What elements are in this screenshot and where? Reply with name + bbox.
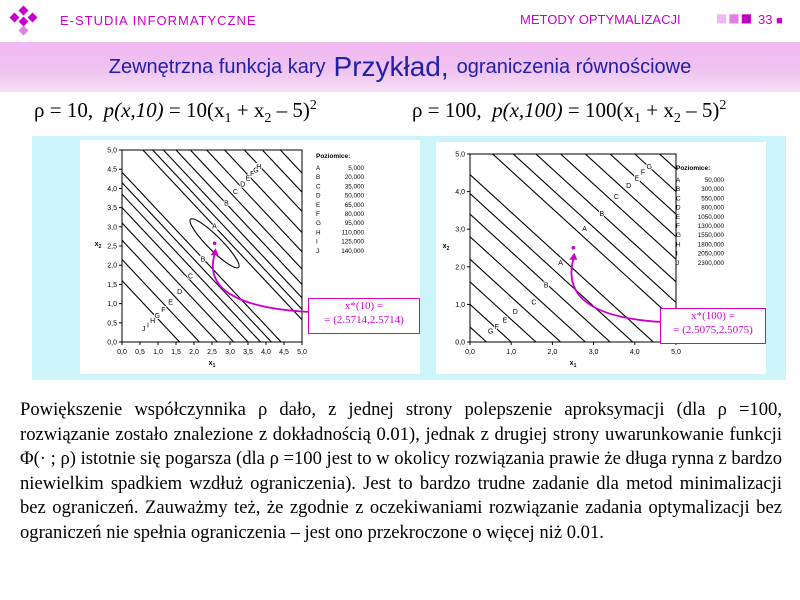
contour-line — [107, 140, 359, 374]
legend-value: 2050,000 — [697, 250, 724, 258]
y-tick-label: 0,5 — [107, 320, 117, 328]
solution-point — [213, 241, 217, 245]
contour-level-label: B — [224, 200, 229, 208]
x-tick-label: 2,0 — [189, 349, 199, 356]
legend-value: 35,000 — [344, 183, 364, 191]
legend-value: 800,000 — [701, 204, 724, 212]
contour-level-label: D — [512, 308, 518, 316]
y-tick-label: 2,5 — [107, 243, 117, 251]
contour-level-label: F — [250, 171, 255, 179]
legend-value: 2300,000 — [697, 259, 724, 267]
contour-level-label: I — [146, 322, 149, 330]
solution-callout-rho100: x*(100) = = (2.5075,2.5075) — [660, 308, 766, 344]
contour-plot-rho100 — [436, 142, 766, 374]
contour-chart-rho10 — [80, 140, 420, 374]
y-tick-label: 2,0 — [455, 264, 465, 272]
legend-value: 1800,000 — [697, 241, 724, 249]
y-axis-sub: 2 — [446, 246, 450, 252]
legend-value: 110,000 — [341, 229, 364, 237]
contour-level-label: E — [245, 175, 251, 183]
y-tick-label: 5,0 — [107, 147, 117, 155]
contour-level-label: F — [640, 169, 646, 177]
legend-value: 80,000 — [344, 211, 364, 218]
contour-level-label: G — [253, 167, 259, 175]
contour-plot-rho10 — [80, 140, 420, 374]
contour-line — [244, 140, 420, 374]
legend-label: E — [676, 213, 681, 221]
contour-level-label: B — [543, 282, 549, 290]
legend-value: 50,000 — [704, 177, 724, 184]
legend-value: 50,000 — [344, 192, 364, 200]
legend-value: 1300,000 — [697, 223, 724, 230]
legend-label: I — [676, 250, 678, 258]
paragraph-text: Powiększenie współczynnika ρ dało, z jednej strony polepszenie aproksymacji (dla ρ =100, rozwiązanie zostało znalezione z dokładnością 0.01), jednak z drugiej strony uwarunkowanie funkcji Φ(· ; ρ) istotnie się pogarsza (dla ρ =100 jest to w okolicy rozwiązania prawie że długa rynna z bardzo niewielkim spadkiem wzdłuż ograniczenia). Jest to bardzo trudne zadanie dla metod minimalizacji bez ograniczeń. Zauważmy też, że zgodnie z oczekiwaniami rozwiązanie zadania optymalizacji bez ograniczeń nie spełnia ograniczenia – jest ono przekroczone o więcej niż 0.01. — [20, 399, 782, 543]
y-tick-label: 4,0 — [107, 185, 117, 193]
legend-value: 20,000 — [344, 174, 364, 182]
contour-level-label: D — [626, 182, 632, 190]
title-right: ograniczenia równościowe — [456, 55, 692, 78]
contour-level-label: C — [232, 189, 238, 197]
x-tick-label: 4,5 — [279, 349, 289, 356]
contour-level-label: G — [154, 313, 161, 321]
contour-level-label: B — [200, 256, 206, 264]
formula-left: ρ = 10, $p(x,10) = 10(x_1 + x_2 - 5)^2$ — [34, 98, 317, 127]
contour-line — [80, 140, 216, 374]
y-tick-label: 1,0 — [107, 301, 117, 309]
contour-level-label: E — [634, 175, 640, 183]
legend-value: 140,000 — [341, 247, 364, 255]
x-tick-label: 1,5 — [171, 349, 181, 356]
x-axis-sub: 1 — [573, 363, 577, 369]
legend-label: G — [316, 220, 321, 228]
y-tick-label: 2,0 — [107, 262, 117, 270]
contour-level-label: B — [599, 211, 605, 219]
legend-label: A — [676, 177, 681, 184]
legend-title: Poziomice: — [316, 153, 351, 160]
x-axis-label: $x_1$ — [208, 360, 216, 369]
chart-group — [80, 140, 420, 374]
brand-title: E-STUDIA INFORMATYCZNE — [60, 13, 257, 28]
contour-line — [436, 142, 651, 374]
legend-label: J — [316, 247, 320, 255]
legend-label: C — [316, 183, 321, 191]
y-tick-label: 4,5 — [107, 166, 117, 174]
legend-label: I — [316, 238, 318, 246]
x-tick-label: 0,5 — [135, 349, 145, 356]
explanation-paragraph — [20, 398, 782, 546]
contour-level-label: F — [161, 307, 166, 315]
legend-value: 65,000 — [344, 201, 364, 209]
formula-right: ρ = 100, $p(x,100) = 100(x_1 + x_2 - 5)^2$ — [412, 98, 727, 127]
contour-line — [208, 140, 420, 374]
y-tick-label: 3,0 — [107, 224, 117, 232]
x-axis-sub: 1 — [212, 363, 216, 369]
contour-level-label: D — [177, 289, 183, 296]
x-tick-label: 4,0 — [629, 349, 640, 356]
legend-title: Poziomice: — [676, 165, 711, 172]
x-tick-label: 5,0 — [671, 349, 681, 356]
contour-level-label: J — [141, 326, 146, 334]
x-tick-label: 3,0 — [225, 349, 235, 356]
y-tick-label: 4,0 — [455, 189, 465, 197]
contour-line — [80, 140, 235, 374]
legend-value: 95,000 — [344, 220, 364, 228]
arrow-head — [569, 253, 577, 260]
y-tick-label: 5,0 — [455, 151, 465, 159]
legend-label: J — [676, 259, 680, 267]
contour-level-label: H — [150, 317, 156, 325]
legend-label: B — [676, 186, 681, 194]
legend-value: 1050,000 — [697, 213, 724, 221]
contour-level-label: A — [582, 226, 587, 234]
contour-level-label: H — [256, 164, 262, 172]
legend-label: F — [316, 211, 320, 218]
contour-line — [226, 140, 420, 374]
contour-line — [189, 140, 420, 374]
solution-arrow — [571, 256, 662, 322]
legend-label: B — [316, 174, 321, 182]
contour-level-label: E — [168, 299, 173, 307]
contour-level-label: A — [558, 259, 563, 267]
legend-label: H — [316, 229, 321, 237]
contour-line — [436, 142, 695, 374]
y-axis-label: $x_2$ — [442, 243, 450, 252]
x-axis-label: $x_1$ — [569, 360, 577, 369]
contour-level-label: G — [646, 164, 652, 172]
header — [0, 0, 800, 42]
legend-label: C — [676, 195, 681, 203]
solution-callout-rho10: x*(10) = = (2.5714,2.5714) — [308, 298, 420, 334]
y-axis-sub: 2 — [98, 244, 102, 250]
contour-line — [171, 140, 420, 374]
y-tick-label: 0,0 — [455, 339, 465, 347]
y-tick-label: 1,5 — [107, 281, 117, 289]
legend-label: E — [316, 201, 321, 209]
legend-label: F — [676, 223, 680, 230]
contour-line — [436, 142, 552, 374]
contour-level-label: C — [531, 299, 537, 307]
logo-icon — [8, 4, 40, 36]
contour-level-label: F — [494, 323, 499, 331]
plot-frame — [122, 150, 302, 342]
x-tick-label: 2,0 — [547, 349, 558, 356]
legend-value: 1550,000 — [697, 232, 724, 240]
y-tick-label: 3,5 — [107, 205, 117, 213]
x-tick-label: 4,0 — [261, 349, 271, 356]
legend-label: A — [316, 165, 321, 172]
contour-level-label: C — [613, 194, 619, 202]
contour-level-label: D — [240, 181, 246, 189]
decorative-dots: ■■■ — [716, 11, 754, 25]
y-tick-label: 3,0 — [455, 226, 465, 234]
x-tick-label: 5,0 — [297, 349, 307, 356]
legend-label: D — [676, 204, 681, 212]
legend-label: G — [676, 232, 681, 240]
x-tick-label: 2,5 — [207, 349, 217, 356]
contour-line — [436, 142, 528, 374]
contour-level-label: C — [187, 273, 193, 281]
page-number: 33 ■ — [758, 12, 783, 27]
contour-level-label: E — [502, 317, 508, 325]
contour-level-label: A — [212, 223, 217, 231]
y-axis-label: $x_2$ — [94, 241, 102, 250]
contour-level-label: G — [487, 328, 494, 336]
legend-value: 5,000 — [348, 165, 364, 172]
legend-value: 550,000 — [701, 195, 724, 203]
slide-title — [0, 42, 800, 92]
x-tick-label: 3,5 — [243, 349, 253, 356]
title-left: Zewnętrzna funkcja kary — [108, 55, 326, 78]
title-main: Przykład, — [333, 51, 449, 82]
x-tick-label: 3,0 — [588, 349, 599, 356]
x-tick-label: 0,0 — [465, 349, 475, 356]
legend-label: D — [316, 192, 321, 200]
y-tick-label: 0,0 — [107, 339, 117, 347]
legend-value: 125,000 — [341, 238, 364, 246]
course-title: METODY OPTYMALIZACJI — [520, 12, 681, 27]
plots-panel — [32, 136, 786, 380]
legend-label: H — [676, 241, 681, 249]
y-tick-label: 1,0 — [455, 301, 465, 309]
x-tick-label: 1,0 — [506, 349, 517, 356]
arrow-head — [211, 248, 219, 255]
x-tick-label: 1,0 — [153, 349, 163, 356]
legend-value: 300,000 — [701, 186, 724, 194]
x-tick-label: 0,0 — [117, 349, 127, 356]
solution-point — [572, 246, 576, 250]
